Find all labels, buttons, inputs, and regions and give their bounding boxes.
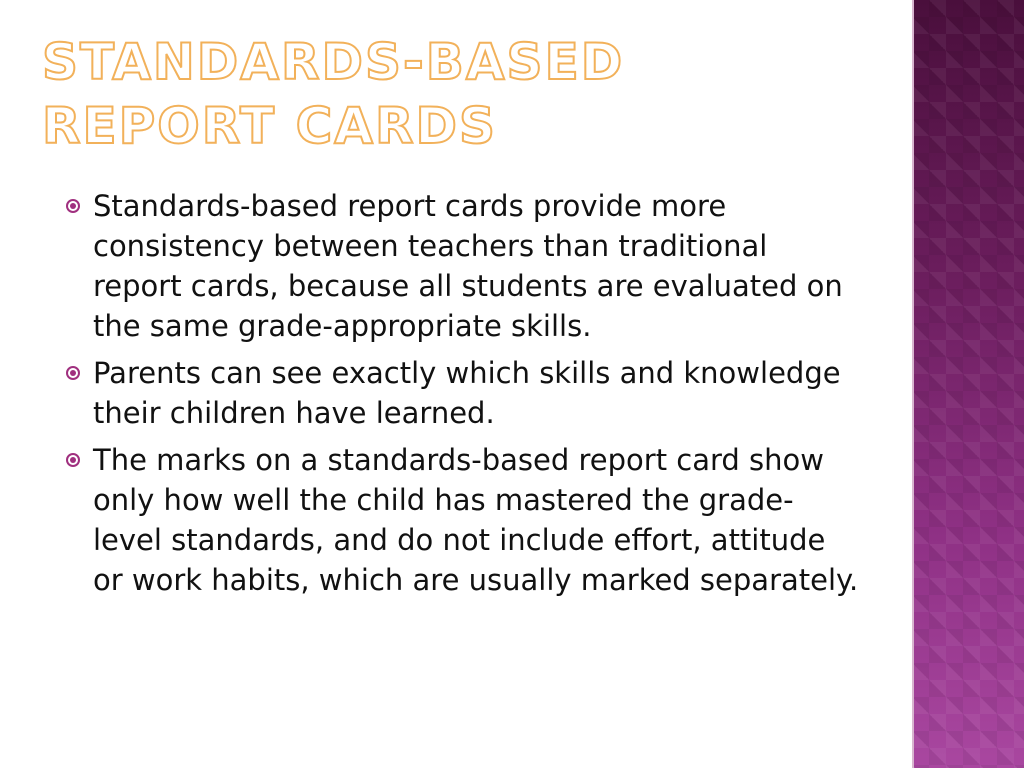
decorative-side-band [912, 0, 1024, 768]
circle-dot-icon [66, 366, 80, 380]
bullet-item [62, 186, 862, 346]
bullet-text: Standards-based report cards provide more consistency between teachers than traditional report cards, because all students are evaluated on the same grade-appropriate skills. [93, 189, 843, 343]
slide-title: STANDARDS-BASED REPORT CARDS [42, 33, 625, 155]
circle-dot-icon [66, 453, 80, 467]
bullet-text: The marks on a standards-based report card show only how well the child has mastered the grade-level standards, and do not include effort, attitude or work habits, which are usually marked separately. [93, 443, 859, 597]
side-band-edge [912, 0, 914, 768]
bullet-text: Parents can see exactly which skills and knowledge their children have learned. [93, 356, 841, 430]
side-band-texture [912, 0, 1024, 768]
bullet-item [62, 440, 862, 600]
circle-dot-icon [66, 199, 80, 213]
bullet-item [62, 353, 862, 433]
bullet-list [62, 186, 862, 607]
